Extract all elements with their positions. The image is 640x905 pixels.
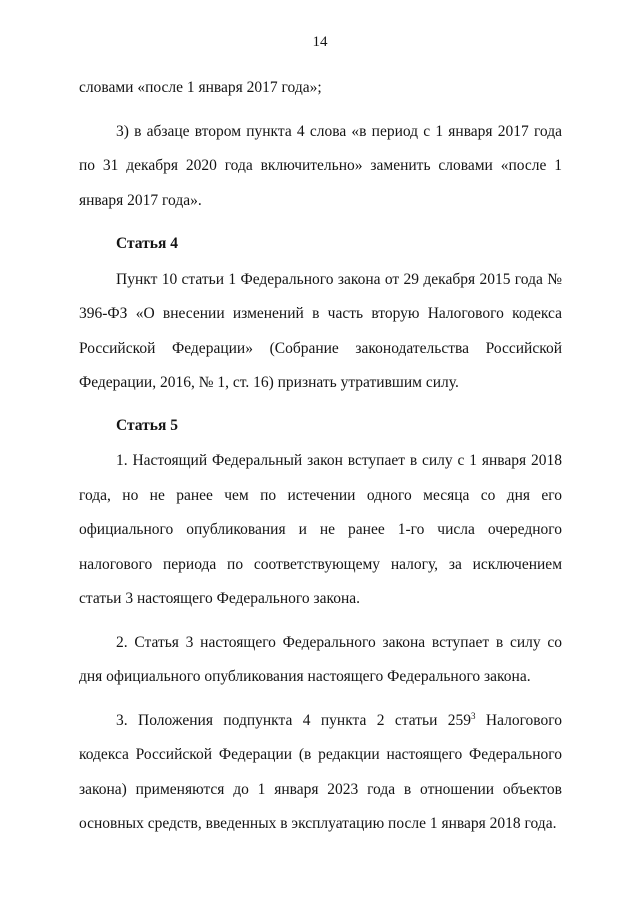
heading-article-5: Статья 5 bbox=[116, 416, 178, 434]
superscript-number: 3 bbox=[471, 710, 476, 721]
paragraph-article-5-3-end: Налогового кодекса Российской Федерации (в редакции настоящего Федерального закона) применяются до 1 января 2023 года в отношении объектов основных средств, введенных в эксплуатацию после 1 января 2018 года. bbox=[79, 711, 562, 832]
paragraph-article-5-2: 2. Статья 3 настоящего Федерального закона вступает в силу со дня официального опубликования настоящего Федерального закона. bbox=[79, 633, 562, 685]
paragraph-article-5-3 bbox=[79, 704, 562, 842]
page-number: 14 bbox=[312, 34, 328, 50]
heading-article-4: Статья 4 bbox=[116, 235, 178, 252]
paragraph-continuation: словами «после 1 января 2017 года»; bbox=[79, 79, 322, 96]
paragraph-item-3: 3) в абзаце втором пункта 4 слова «в период с 1 января 2017 года по 31 декабря 2020 года включительно» заменить словами «после 1 января 2017 года». bbox=[79, 122, 562, 209]
paragraph-article-5-3-start: 3. Положения подпункта 4 пункта 2 статьи 259 bbox=[116, 711, 471, 729]
paragraph-article-5-1: 1. Настоящий Федеральный закон вступает в силу с 1 января 2018 года, но не ранее чем по истечении одного месяца со дня его официального опубликования и не ранее 1-го числа очередного налогового периода по соответствующему налогу, за исключением статьи 3 настоящего Федерального закона. bbox=[79, 452, 562, 607]
paragraph-article-4: Пункт 10 статьи 1 Федерального закона от 29 декабря 2015 года № 396-ФЗ «О внесении изменений в часть вторую Налогового кодекса Российской Федерации» (Собрание законодательства Российской Федерации, 2016, № 1, ст. 16) признать утратившим силу. bbox=[79, 270, 562, 391]
document-body bbox=[79, 71, 562, 842]
